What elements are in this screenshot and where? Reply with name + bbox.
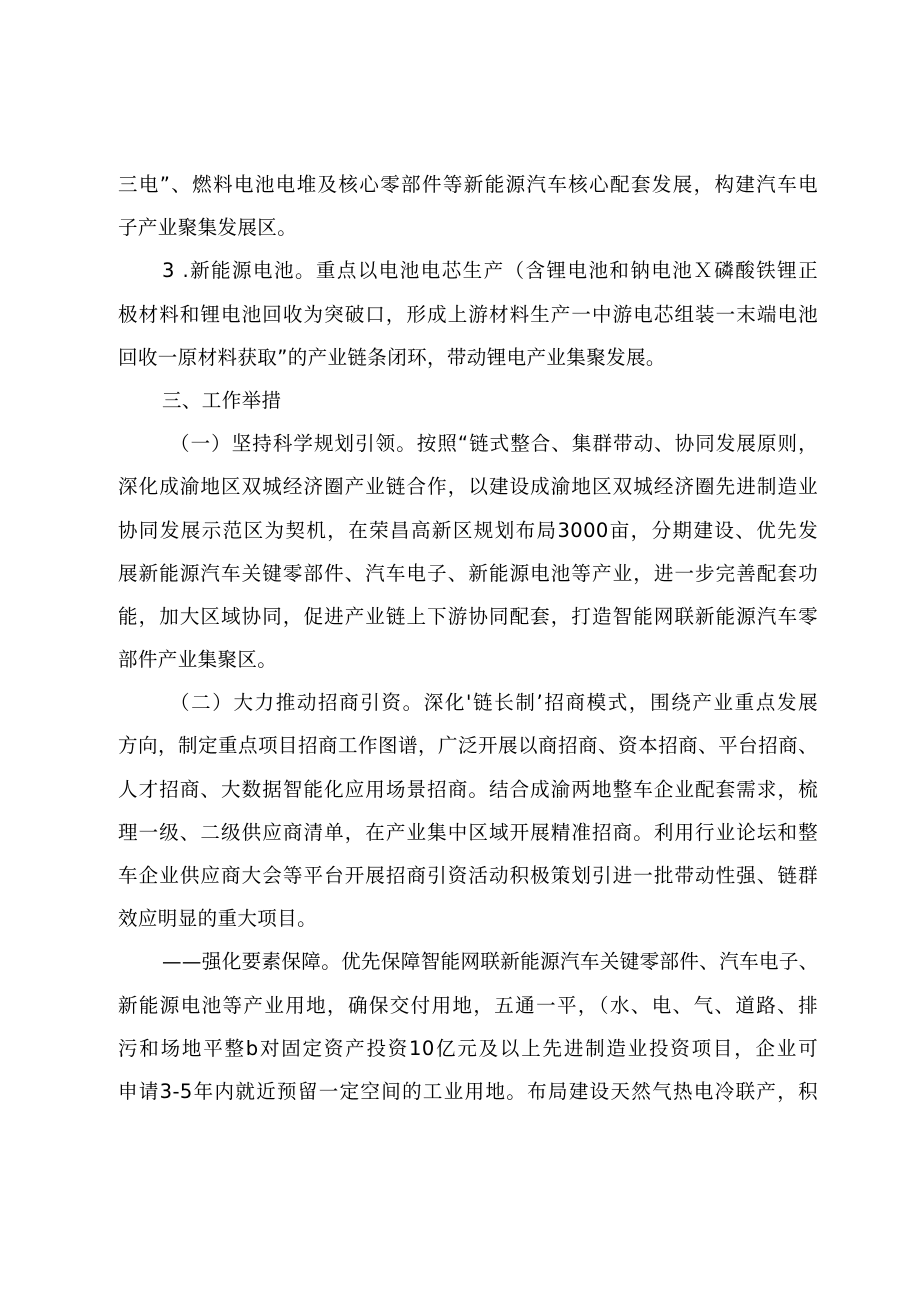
text-line: 三电”、燃料电池电堆及核心零部件等新能源汽车核心配套发展，构建汽车电 bbox=[118, 173, 818, 196]
text-line: 深化成渝地区双城经济圈产业链合作，以建设成渝地区双城经济圈先进制造业 bbox=[118, 475, 818, 499]
text-line: 能，加大区域协同，促进产业链上下游协同配套，打造智能网联新能源汽车零 bbox=[118, 604, 818, 628]
text-line: 子产业聚集发展区。 bbox=[118, 216, 298, 240]
text-line: 部件产业集聚区。 bbox=[118, 648, 278, 672]
text-line: 协同发展示范区为契机，在荣昌高新区规划布局3000亩，分期建设、优先发 bbox=[118, 518, 818, 542]
text-line: 理一级、二级供应商清单，在产业集中区域开展精准招商。利用行业论坛和整 bbox=[118, 820, 818, 844]
text-line: 效应明显的重大项目。 bbox=[118, 907, 318, 931]
section-heading: 三、工作举措 bbox=[162, 388, 282, 412]
text-line: 车企业供应商大会等平台开展招商引资活动积极策划引进一批带动性强、链群 bbox=[118, 864, 818, 887]
text-line: 申请3-5年内就近预留一定空间的工业用地。布局建设天然气热电冷联产，积 bbox=[118, 1079, 818, 1103]
text-line: 新能源电池等产业用地，确保交付用地，五通一平，（水、电、气、道路、排 bbox=[118, 993, 818, 1017]
subsection-heading: （一）坚持科学规划引领。按照“链式整合、集群带动、协同发展原则， bbox=[170, 432, 818, 456]
text-line: 方向，制定重点项目招商工作图谱，广泛开展以商招商、资本招商、平台招商、 bbox=[118, 734, 818, 758]
text-line: 极材料和锂电池回收为突破口，形成上游材料生产一中游电芯组装一末端电池 bbox=[118, 302, 818, 326]
bullet-heading: ——强化要素保障。优先保障智能网联新能源汽车关键零部件、汽车电子、 bbox=[162, 950, 819, 974]
text-line: 展新能源汽车关键零部件、汽车电子、新能源电池等产业，进一步完善配套功 bbox=[118, 561, 818, 585]
text-line: 回收一原材料获取”的产业链条闭环，带动锂电产业集聚发展。 bbox=[118, 345, 666, 369]
subsection-heading: （二）大力推动招商引资。深化'链长制’招商模式，围绕产业重点发展 bbox=[170, 691, 818, 715]
document-body bbox=[118, 163, 818, 1113]
text-line: 人才招商、大数据智能化应用场景招商。结合成渝两地整车企业配套需求，梳 bbox=[118, 777, 818, 801]
section-item-heading: 3 .新能源电池。重点以电池电芯生产（含锂电池和钠电池Ｘ磷酸铁锂正 bbox=[162, 259, 818, 283]
text-line: 污和场地平整b对固定资产投资10亿元及以上先进制造业投资项目，企业可 bbox=[118, 1036, 818, 1060]
